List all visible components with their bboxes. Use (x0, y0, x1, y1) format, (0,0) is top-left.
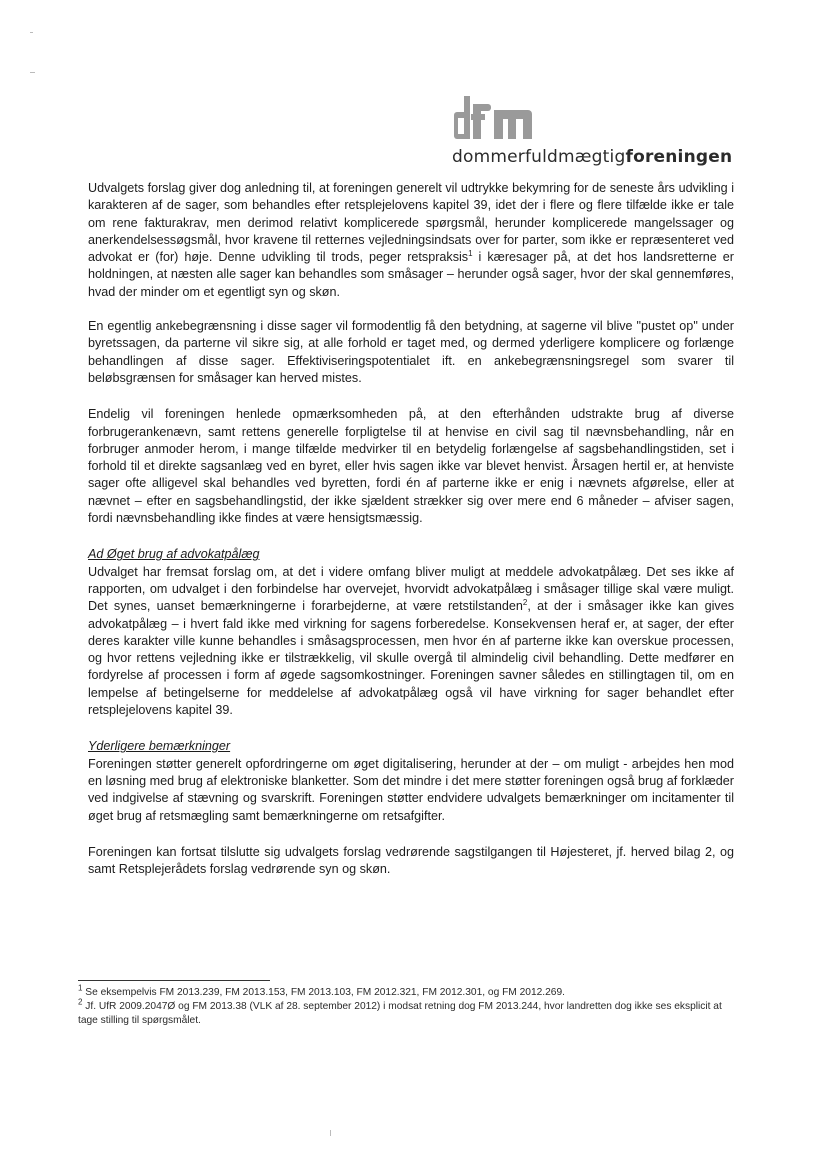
section-heading-advokatpalaeg: Ad Øget brug af advokatpålæg (88, 547, 260, 562)
logo-wordmark (452, 147, 732, 167)
paragraph-4-text: Udvalget har fremsat forslag om, at det i videre omfang bliver muligt at meddele advokatpålæg. Det ses ikke af rapporten, om udvalget i den forbindelse har overvejet, hvorvidt advokatpålæg i småsager tillige skal være muligt. Det synes, uanset bemærkningerne i forarbejderne, at være retstilstanden (88, 564, 734, 614)
footnote-2-number: 2 (78, 997, 83, 1007)
footnote-1-text: Se eksempelvis FM 2013.239, FM 2013.153, FM 2013.103, FM 2012.321, FM 2012.301, og FM 2012.269. (82, 987, 565, 998)
dfm-logo-mark (454, 96, 534, 140)
logo-wordmark-bold: foreningen (625, 147, 733, 167)
paragraph-1-text: Udvalgets forslag giver dog anledning til, at foreningen generelt vil udtrykke bekymring for de seneste års udvikling i karakteren af de sager, som behandles efter retsplejelovens kapitel 39, idet der i flere og flere tilfælde ikke er tale om rene fakturakrav, men derimod relativt komplicerede spørgsmål, herunder komplicerede mangelssager og anerkendelsessøgsmål, hvor kravene til retternes vejledningsindsats over for parter, som ikke er repræsenteret ved advokat er (for) høje. Denne udvikling til trods, peger retspraksis (88, 181, 734, 265)
scan-mark (330, 1130, 331, 1136)
paragraph-1-end: i kæresager på, at det hos landsretterne er holdningen, at næsten alle sager kan behandles som småsager – herunder også sager, hvor der skal gennemføres, hvad der minder om et egentligt syn og skøn. (88, 250, 735, 299)
paragraph-5: Foreningen støtter generelt opfordringerne om øget digitalisering, herunder at der – om muligt - arbejdes hen mod en løsning med brug af elektroniske blanketter. Som det mindre i det mere støtter foreningen også brug af forklæder ved indgivelse af stævning og svarskrift. Foreningen støtter endvidere udvalgets bemærkninger om incitamenter til øget brug af retsmægling samt bemærkningerne om retsafgifter. (88, 756, 734, 823)
footnote-2-text: Jf. UfR 2009.2047Ø og FM 2013.38 (VLK af 28. september 2012) i modsat retning dog FM 2013.244, hvor landretten dog ikke ses eksplicit at tage stilling til spørgsmålet. (78, 1001, 722, 1026)
scan-mark (30, 72, 35, 73)
paragraph-4-end: , at der i småsager ikke kan gives advokatpålæg – i hvert fald ikke med virkning for sagens forberedelse. Konsekvensen heraf er, at sager, der efter deres karakter ville kunne behandles i småsagsprocessen, men hvor én af parterne ikke kan overskue processen, og hvor rettens vejledning ikke er tilstrækkelig, vil skulle overgå til almindelig civil behandling. Dette medfører en fordyrelse af processen i form af øgede sagsomkostninger. Foreningen savner således en stillingtagen til, om en lempelse af betingelserne for meddelelse af advokatpålæg også vil have virkning for sager behandlet efter retsplejelovens kapitel 39. (88, 599, 735, 718)
footnote-ref-1: 1 (468, 249, 473, 258)
footnote-2 (78, 997, 738, 1028)
footnotes (78, 983, 738, 1028)
footnote-1 (78, 983, 738, 1000)
footnote-ref-2: 2 (522, 598, 528, 608)
association-logo (452, 96, 732, 167)
paragraph-4 (88, 564, 734, 720)
logo-wordmark-regular: dommerfuldmægtig (452, 147, 626, 167)
paragraph-1 (88, 180, 734, 301)
paragraph-6: Foreningen kan fortsat tilslutte sig udvalgets forslag vedrørende sagstilgangen til Højesteret, jf. herved bilag 2, og samt Retsplejerådets forslag vedrørende syn og skøn. (88, 844, 734, 877)
section-heading-yderligere: Yderligere bemærkninger (88, 739, 231, 754)
paragraph-3: Endelig vil foreningen henlede opmærksomheden på, at den efterhånden udstrakte brug af diverse forbrugerankenævn, samt rettens generelle forpligtelse til at henvise en civil sag til nævnsbehandling, når en forbruger anmoder herom, i mange tilfælde medvirker til en betydelig forlængelse af sagsbehandlingstiden, set i forhold til et direkte sagsanlæg ved en byret, eller hvis sagen ikke var blevet henvist. Årsagen hertil er, at henviste sager ofte alligevel skal behandles ved byretten, fordi én af parterne ikke er enig i nævnets afgørelse, eller at nævnet – efter en sagsbehandlingstid, der ikke sjældent strækker sig over mere end 6 måneder – afviser sagen, fordi nævnsbehandling ikke findes at være hensigtsmæssig. (88, 407, 734, 526)
footnote-divider (78, 980, 270, 981)
letter-body (88, 180, 734, 897)
footnote-1-number: 1 (78, 983, 83, 993)
scan-mark (30, 32, 33, 33)
paragraph-2: En egentlig ankebegrænsning i disse sager vil formodentlig få den betydning, at sagerne vil blive "pustet op" under byretssagen, da parterne vil sikre sig, at alle forhold er taget med, og dermed yderligere komplicere og forlænge behandlingen af disse sager. Effektiviseringspotentialet ift. en ankebegrænsningsregel som svarer til beløbsgrænsen for småsager kan herved mistes. (88, 319, 734, 385)
